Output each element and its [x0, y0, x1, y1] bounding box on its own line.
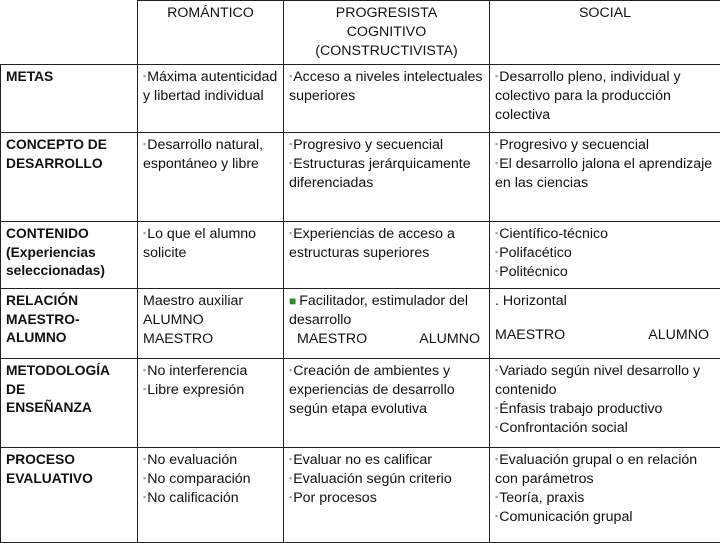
cell-romantico: ▪Lo que el alumno solicite: [138, 222, 284, 289]
bullet-icon: ▪: [495, 454, 498, 464]
bullet-icon: ▪: [289, 365, 292, 375]
bullet-icon: ▪: [289, 158, 292, 168]
bullet-icon: ▪: [495, 158, 498, 168]
square-bullet-icon: ■: [289, 294, 296, 308]
bullet-icon: ▪: [495, 228, 498, 238]
bullet-icon: ▪: [495, 71, 498, 81]
bullet-icon: ▪: [143, 139, 146, 149]
row-label-metas: METAS: [1, 65, 138, 133]
bullet-icon: ▪: [289, 492, 292, 502]
bullet-icon: ▪: [495, 492, 498, 502]
cell-romantico: ▪Máxima autenticidad y libertad individual: [138, 65, 284, 133]
cell-social: ▪Variado según nivel desarrollo y contenido ▪Énfasis trabajo productivo ▪Confrontación social: [490, 359, 720, 448]
cell-progresista: ▪Creación de ambientes y experiencias de desarrollo según etapa evolutiva: [284, 359, 490, 448]
alumno-label: ALUMNO: [648, 326, 709, 345]
bullet-icon: ▪: [495, 266, 498, 276]
bullet-icon: ▪: [289, 139, 292, 149]
bullet-icon: ▪: [495, 365, 498, 375]
bullet-icon: ▪: [289, 71, 292, 81]
bullet-icon: ▪: [143, 454, 146, 464]
row-label-proceso: PROCESO EVALUATIVO: [1, 448, 138, 543]
header-romantico: ROMÁNTICO: [138, 1, 284, 65]
cell-progresista: ■ Facilitador, estimulador del desarrollo MAESTRO ALUMNO: [284, 289, 490, 359]
cell-social: . Horizontal MAESTRO ALUMNO: [490, 289, 720, 359]
maestro-label: MAESTRO: [495, 326, 565, 345]
bullet-icon: ▪: [495, 511, 498, 521]
cell-progresista: ▪Acceso a niveles intelectuales superiores: [284, 65, 490, 133]
table-row: [1, 448, 720, 543]
bullet-icon: ▪: [495, 247, 498, 257]
table-row: [1, 289, 720, 359]
corner-cell: [1, 1, 138, 65]
cell-romantico: Maestro auxiliar ALUMNO MAESTRO: [138, 289, 284, 359]
header-row: [1, 1, 720, 65]
alumno-label: ALUMNO: [419, 330, 480, 349]
table-row: [1, 222, 720, 289]
table-row: [1, 359, 720, 448]
cell-romantico: ▪No interferencia ▪Libre expresión: [138, 359, 284, 448]
cell-social: ▪Evaluación grupal o en relación con parámetros ▪Teoría, praxis ▪Comunicación grupal: [490, 448, 720, 543]
row-label-contenido: CONTENIDO (Experiencias seleccionadas): [1, 222, 138, 289]
cell-progresista: ▪Progresivo y secuencial ▪Estructuras jerárquicamente diferenciadas: [284, 133, 490, 222]
table-row: [1, 65, 720, 133]
maestro-label: MAESTRO: [297, 330, 367, 349]
bullet-icon: ▪: [143, 228, 146, 238]
cell-progresista: ▪Evaluar no es calificar ▪Evaluación según criterio ▪Por procesos: [284, 448, 490, 543]
row-label-concepto: CONCEPTO DE DESARROLLO: [1, 133, 138, 222]
bullet-icon: ▪: [143, 384, 146, 394]
table-row: [1, 133, 720, 222]
row-label-metodologia: METODOLOGÍA DE ENSEÑANZA: [1, 359, 138, 448]
row-label-relacion: RELACIÓN MAESTRO- ALUMNO: [1, 289, 138, 359]
cell-social: ▪Desarrollo pleno, individual y colectivo para la producción colectiva: [490, 65, 720, 133]
cell-progresista: ▪Experiencias de acceso a estructuras superiores: [284, 222, 490, 289]
header-social: SOCIAL: [490, 1, 720, 65]
header-progresista: PROGRESISTA COGNITIVO (CONSTRUCTIVISTA): [284, 1, 490, 65]
bullet-icon: ▪: [289, 454, 292, 464]
bullet-icon: ▪: [143, 473, 146, 483]
bullet-icon: ▪: [289, 228, 292, 238]
bullet-icon: ▪: [495, 139, 498, 149]
bullet-icon: ▪: [495, 422, 498, 432]
cell-romantico: ▪No evaluación ▪No comparación ▪No calificación: [138, 448, 284, 543]
bullet-icon: ▪: [143, 492, 146, 502]
bullet-icon: ▪: [143, 365, 146, 375]
bullet-icon: ▪: [143, 71, 146, 81]
bullet-icon: ▪: [289, 473, 292, 483]
cell-social: ▪Progresivo y secuencial ▪El desarrollo jalona el aprendizaje en las ciencias: [490, 133, 720, 222]
cell-romantico: ▪Desarrollo natural, espontáneo y libre: [138, 133, 284, 222]
bullet-icon: ▪: [495, 403, 498, 413]
cell-social: ▪Científico-técnico ▪Polifacético ▪Politécnico: [490, 222, 720, 289]
